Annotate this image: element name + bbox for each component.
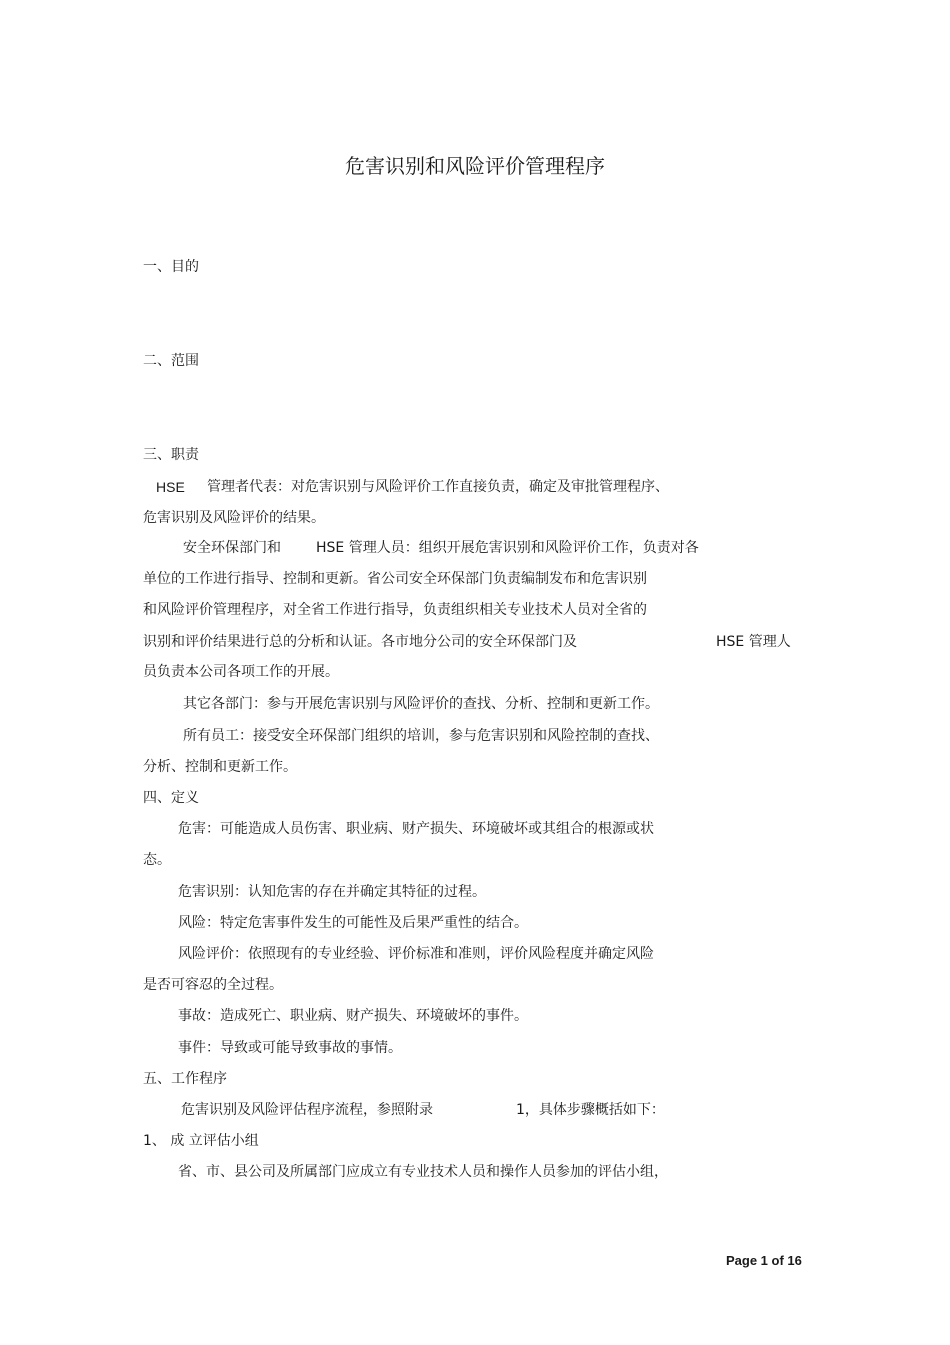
definition-risk: 风险：特定危害事件发生的可能性及后果严重性的结合。 (178, 915, 528, 931)
section-heading-purpose: 一、目的 (143, 259, 199, 275)
duty-env-dept-line-3: 单位的工作进行指导、控制和更新。省公司安全环保部门负责编制发布和危害识别 (143, 571, 647, 587)
duty-hse-rep-text-cont: 危害识别及风险评价的结果。 (143, 510, 325, 526)
duty-hse-rep-label: HSE (156, 479, 185, 495)
procedure-step-1-text: 省、市、县公司及所属部门应成立有专业技术人员和操作人员参加的评估小组， (178, 1164, 668, 1180)
duty-other-depts: 其它各部门：参与开展危害识别与风险评价的查找、分析、控制和更新工作。 (183, 696, 659, 712)
duty-env-dept-line-5-tail: HSE 管理人 (716, 634, 791, 650)
duty-env-dept-text: HSE 管理人员：组织开展危害识别和风险评价工作，负责对各 (316, 540, 699, 556)
definition-hazard-identification: 危害识别：认知危害的存在并确定其特征的过程。 (178, 884, 486, 900)
document-title: 危害识别和风险评价管理程序 (345, 154, 605, 178)
duty-all-staff: 所有员工：接受安全环保部门组织的培训，参与危害识别和风险控制的查找、 (183, 728, 659, 744)
page-number: Page 1 of 16 (726, 1253, 802, 1268)
section-heading-definitions: 四、定义 (143, 790, 199, 806)
duty-env-dept-label: 安全环保部门和 (183, 540, 281, 556)
procedure-intro-tail: 1，具体步骤概括如下： (516, 1102, 665, 1118)
duty-all-staff-cont: 分析、控制和更新工作。 (143, 759, 297, 775)
duty-env-dept-line-5: 识别和评价结果进行总的分析和认证。各市地分公司的安全环保部门及 (143, 634, 577, 650)
duty-env-dept-line-4: 和风险评价管理程序，对全省工作进行指导，负责组织相关专业技术人员对全省的 (143, 602, 647, 618)
definition-hazard: 危害：可能造成人员伤害、职业病、财产损失、环境破坏或其组合的根源或状 (178, 821, 654, 837)
definition-risk-evaluation-cont: 是否可容忍的全过程。 (143, 977, 283, 993)
duty-hse-rep-text: 管理者代表：对危害识别与风险评价工作直接负责，确定及审批管理程序、 (207, 479, 669, 495)
section-heading-procedure: 五、工作程序 (143, 1071, 227, 1087)
definition-accident: 事故：造成死亡、职业病、财产损失、环境破坏的事件。 (178, 1008, 528, 1024)
section-heading-duties: 三、职责 (143, 447, 199, 463)
section-heading-scope: 二、范围 (143, 353, 199, 369)
duty-env-dept-line-6: 员负责本公司各项工作的开展。 (143, 664, 339, 680)
procedure-step-1-heading: 1、 成 立评估小组 (143, 1133, 259, 1149)
definition-incident: 事件：导致或可能导致事故的事情。 (178, 1040, 402, 1056)
procedure-intro: 危害识别及风险评估程序流程，参照附录 (181, 1102, 433, 1118)
definition-hazard-cont: 态。 (143, 852, 171, 868)
definition-risk-evaluation: 风险评价：依照现有的专业经验、评价标准和准则，评价风险程度并确定风险 (178, 946, 654, 962)
